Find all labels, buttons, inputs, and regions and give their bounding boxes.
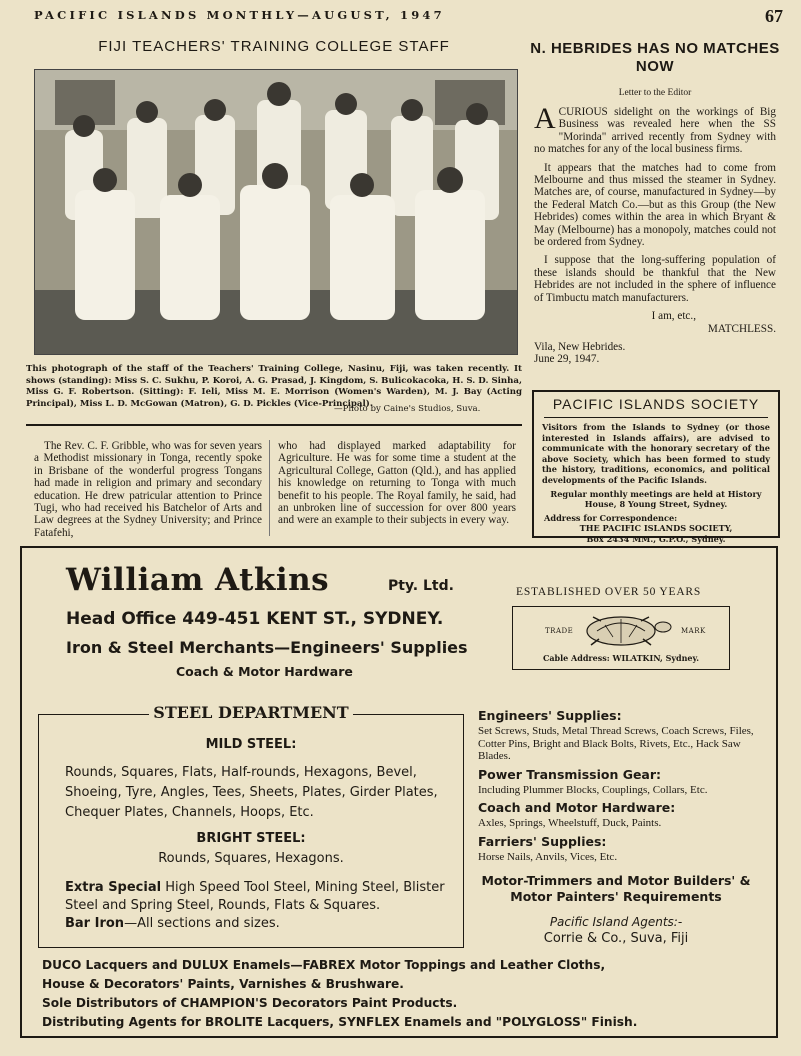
company-name: William Atkins [66,562,330,598]
mild-steel-text: Rounds, Squares, Flats, Half-rounds, Hexagons, Bevel, Shoeing, Tyre, Angles, Tees, Sheets, Plates, Girder Plates, Chequer Plates, Channels, Hoops, Etc. [65,765,438,820]
bright-steel-title: BRIGHT STEEL: [196,831,306,846]
society-notice-box [532,390,780,544]
bottom-products [42,956,762,1032]
page-number: 67 [765,6,783,26]
staff-photo-illustration [35,70,517,354]
cable-address: Cable Address: WILATKIN, Sydney. [542,653,700,663]
bottom-line-3: Sole Distributors of CHAMPION'S Decorators Paint Products. [42,996,458,1010]
letter-signoff: I am, etc., [651,310,696,323]
society-text: Visitors from the Islands to Sydney (or those interested in Islands affairs), are advised to communicate with the honorary secretary of the above Society, which has been formed to study the history, traditions, economics, and political developments of the Pacific Islands. [542,422,770,485]
society-address-label: Address for Correspondence: [544,512,678,523]
extra-special-block [65,879,445,933]
dropcap: A [534,102,556,135]
agents-label: Pacific Island Agents:- [549,915,683,929]
supplies-column [478,708,754,946]
company-suffix: Pty. Ltd. [388,578,454,594]
motor-trimmers: Motor-Trimmers and Motor Builders' & Motor Painters' Requirements [481,873,751,904]
extra-special-text: High Speed Tool Steel, Mining Steel, Blister Steel and Spring Steel, Rounds, Flats & Squares. [65,880,445,913]
society-address-line1: THE PACIFIC ISLANDS SOCIETY, [579,523,733,534]
photo-article-title: FIJI TEACHERS' TRAINING COLLEGE STAFF [98,38,450,55]
letter-para-3: I suppose that the long-suffering population of these islands should be thankful that the New Hebrides are not included in the sphere of influence of Timbuctu match manufacturers. [534,254,776,304]
trade-mark-box [512,606,730,670]
steel-department-title: STEEL DEPARTMENT [149,703,352,722]
column-divider [269,440,270,536]
letter-signature: MATCHLESS. [707,322,776,335]
gribble-article-col2: who had displayed marked adaptability for Agriculture. He was for some time a student at the Agricultural College, Gatton (Qld.), and has applied his knowledge on returning to Tonga with much benefit to his people. The Royal family, he said, had an unbroken line of succession for over 800 years and were an example to their subjects in every way. [278,440,516,527]
society-title: PACIFIC ISLANDS SOCIETY [552,396,760,412]
power-title: Power Transmission Gear: [478,766,662,782]
letter-para-2: It appears that the matches had to come from Melbourne and thus missed the steamer in Sydney. Matches are, of course, manufactured in Sydney—by the Federal Match Co.—but as this Group (the New Hebrides) comes within the area in which Bryant & May (Melbourne) has a monopoly, matches could not be ordered from Sydney. [534,161,776,249]
letter-para-1: CURIOUS sidelight on the workings of Big Business was revealed here when the SS "Morinda" arrived recently from Sydney with no matches for any of the local business firms. [534,106,776,156]
section-divider [26,424,522,426]
letter-title: N. HEBRIDES HAS NO MATCHES NOW [530,40,780,75]
running-head: PACIFIC ISLANDS MONTHLY—AUGUST, 1947 [34,8,445,22]
power-text: Including Plummer Blocks, Couplings, Collars, Etc. [478,783,708,796]
business-line: Iron & Steel Merchants—Engineers' Supplies [66,638,468,657]
extra-special-label: Extra Special [65,880,162,895]
coach-title: Coach and Motor Hardware: [478,800,676,815]
gribble-article-col1: The Rev. C. F. Gribble, who was for seven years a Methodist missionary in Tonga, recently spoke in Brisbane of the wonderful progress Tongans had made in religion and primary and secondary education. He drew patricular attention to Prince Tugi, who had received his Batchelor of Arts and Law degrees at the Sydney University; and Prince Fatafehi, [34,440,262,539]
bar-iron-text: —All sections and sizes. [124,916,280,931]
steel-department-heading [39,703,463,722]
photo-credit: —Photo by Caine's Studios, Suva. [334,404,481,414]
society-meetings: Regular monthly meetings are held at History House, 8 Young Street, Sydney. [550,488,762,510]
bottom-line-4: Distributing Agents for BROLITE Lacquers, SYNFLEX Enamels and "POLYGLOSS" Finish. [42,1015,638,1029]
established-note: ESTABLISHED OVER 50 YEARS [516,586,702,598]
head-office: Head Office 449-451 KENT ST., SYDNEY. [66,609,444,629]
steel-department-box [38,703,464,948]
letter-date: June 29, 1947. [534,353,600,366]
letter-body [534,102,776,366]
photo-caption: This photograph of the staff of the Teachers' Training College, Nasinu, Fiji, was taken recently. It shows (standing): Miss S. C. Sukhu, P. Koroi, A. G. Prasad, J. Kingdom, S. Bulicokacoka, H. S. D. Sinha, Miss G. F. Robertson. (Sitting): F. Ieli, Miss M. E. Morrison (Women's Warden), M. J. Bay (Acting Principal), Miss L. D. McGowan (Matron), G. D. Pickles (Vice-Principal). [26,364,522,409]
farriers-title: Farriers' Supplies: [478,833,607,849]
society-address-line2: Box 2434 MM., G.P.O., Sydney. [586,533,726,544]
trade-label: TRADE [545,627,574,635]
business-line-2: Coach & Motor Hardware [176,664,353,679]
bar-iron-label: Bar Iron [65,916,125,931]
bottom-line-1: DUCO Lacquers and DULUX Enamels—FABREX Motor Toppings and Leather Cloths, [42,958,606,972]
letter-subtitle: Letter to the Editor [618,88,692,98]
agents-name: Corrie & Co., Suva, Fiji [543,931,689,946]
society-title-rule [544,417,768,418]
engineers-text: Set Screws, Studs, Metal Thread Screws, Coach Screws, Files, Cotter Pins, Bright and Black Bolts, Rivets, Etc., Hack Saw Blades. [478,725,754,762]
bright-steel-text: Rounds, Squares, Hexagons. [158,851,344,866]
mark-label: MARK [681,627,706,635]
engineers-title: Engineers' Supplies: [478,708,622,723]
coach-text: Axles, Springs, Wheelstuff, Duck, Paints. [478,817,662,829]
staff-photograph [34,69,518,355]
letter-place: Vila, New Hebrides. [534,340,626,353]
farriers-text: Horse Nails, Anvils, Vices, Etc. [478,850,618,863]
mild-steel-title: MILD STEEL: [205,737,297,752]
bottom-line-2: House & Decorators' Paints, Varnishes & Brushware. [42,977,404,991]
